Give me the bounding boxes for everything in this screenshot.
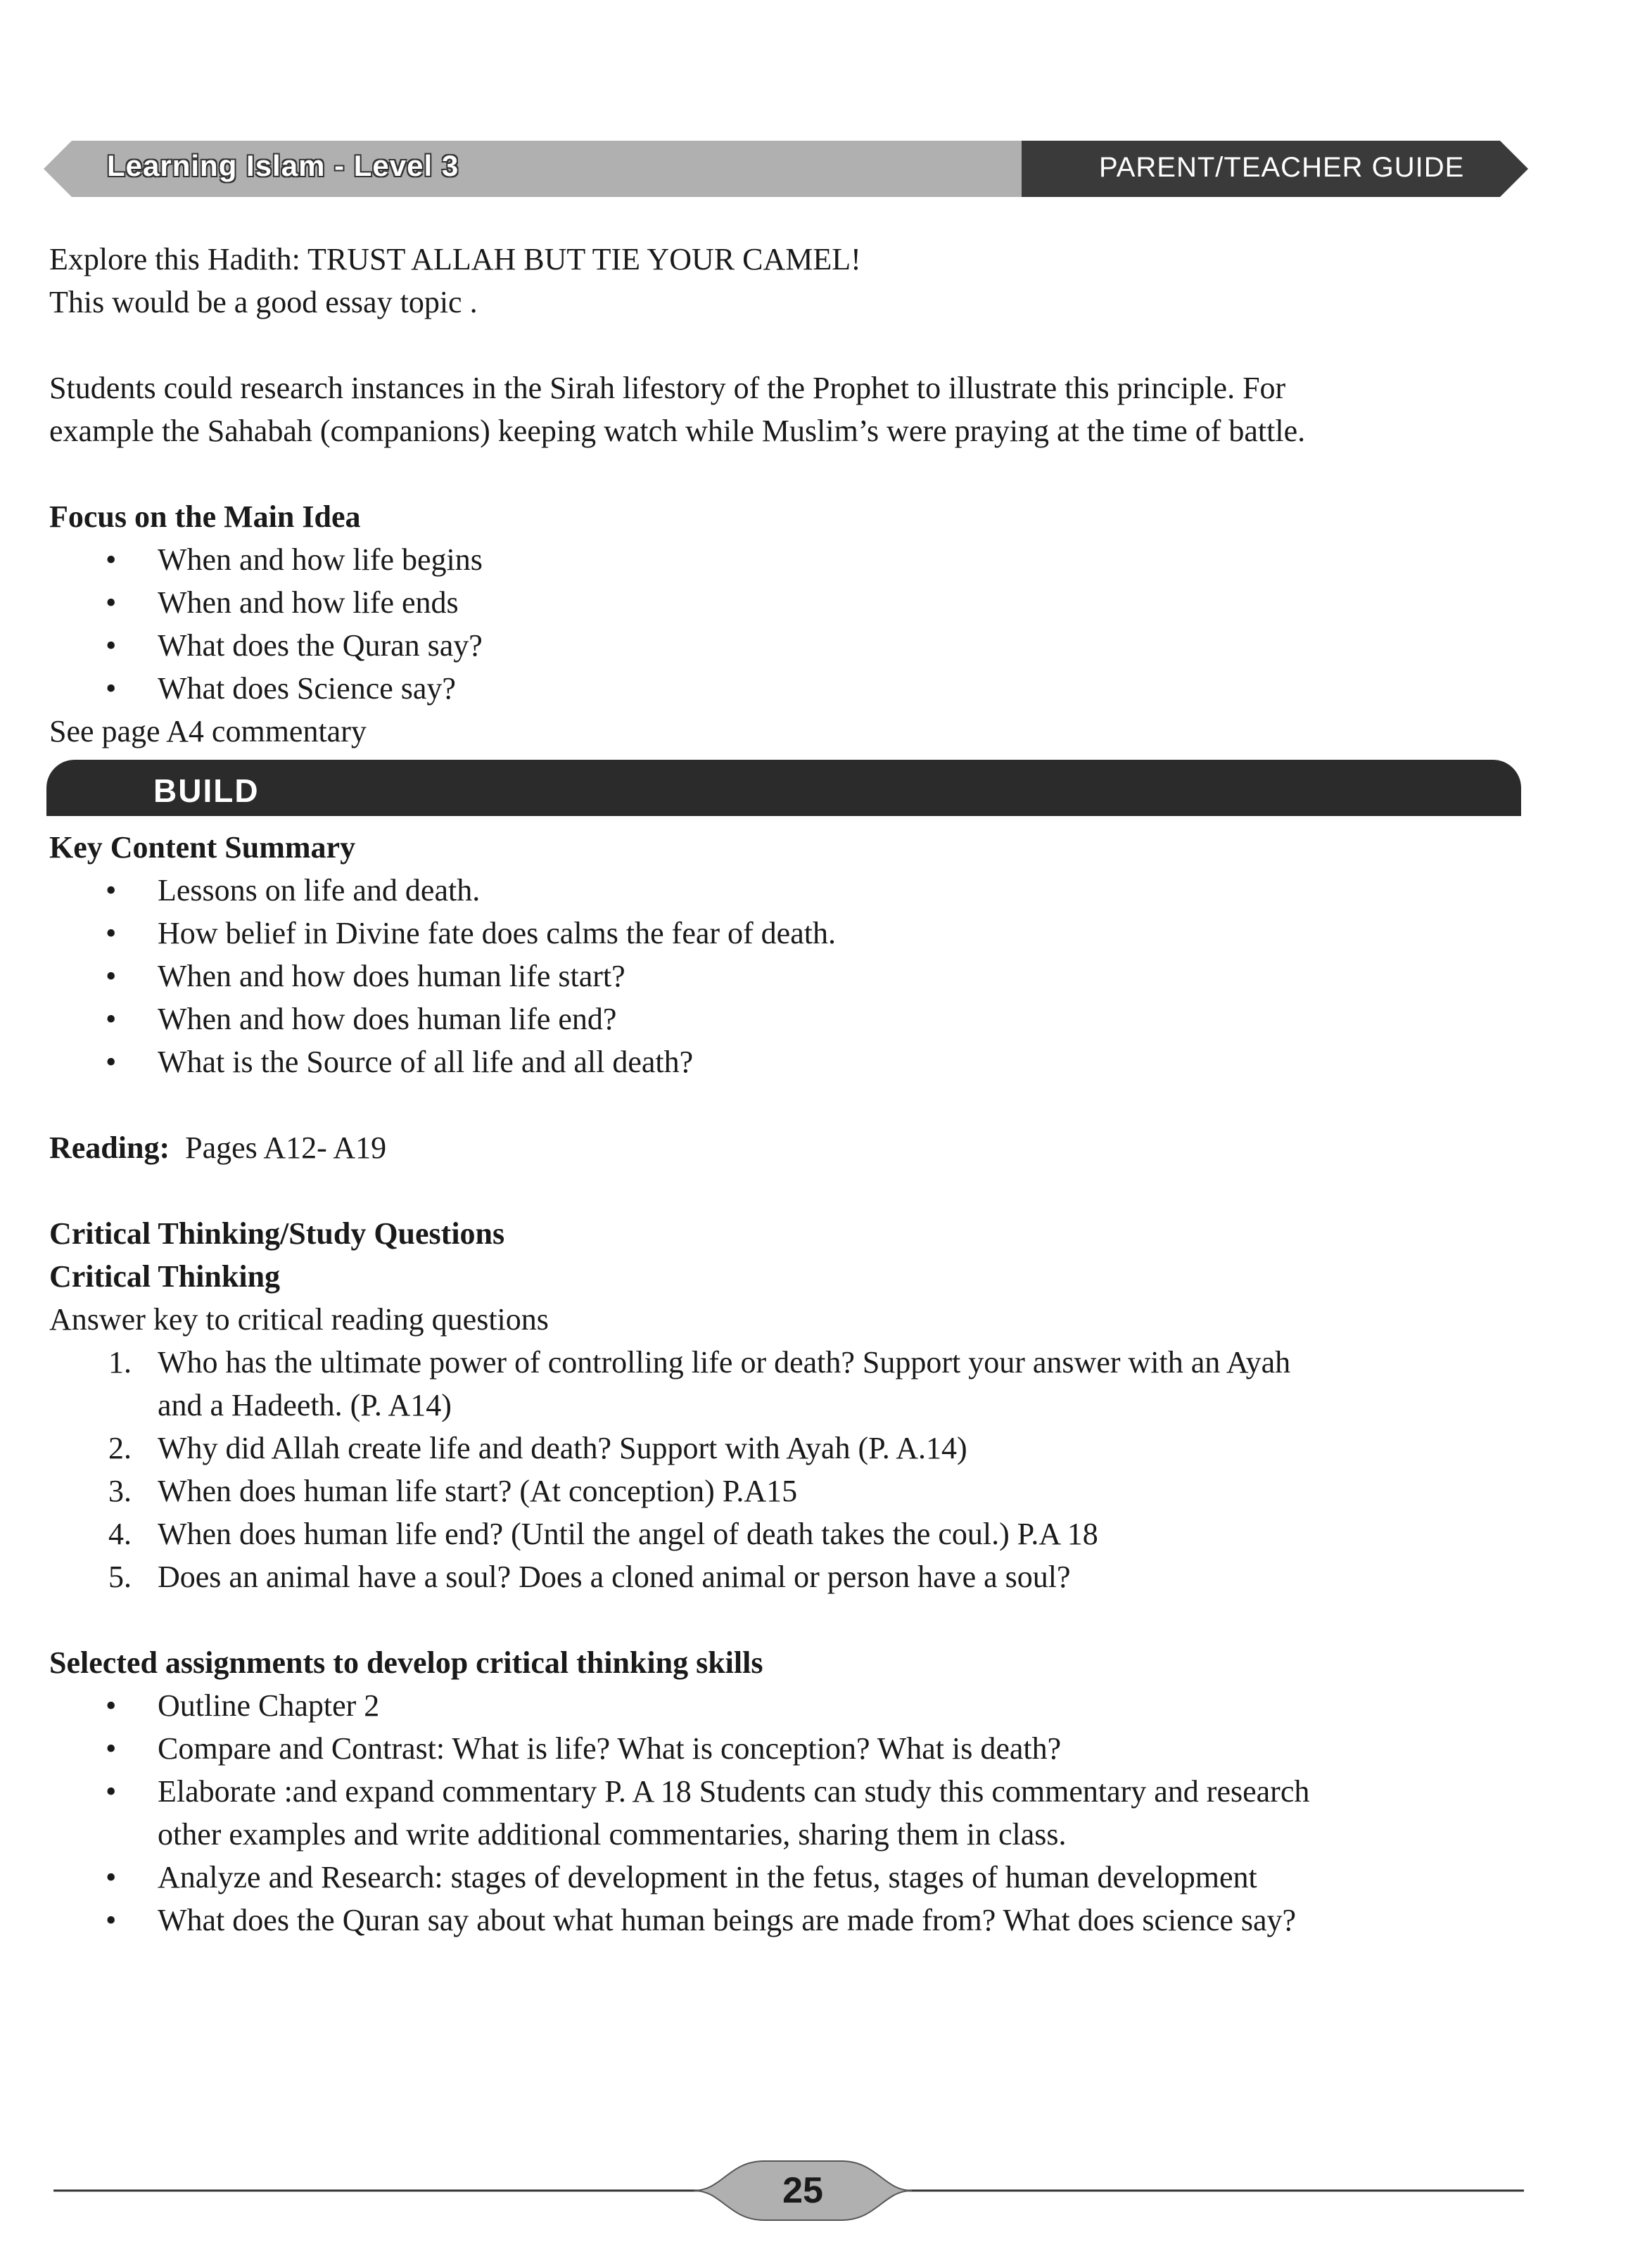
list-item: 4. When does human life end? (Until the angel of death takes the coul.) P.A 18	[108, 1517, 1098, 1551]
build-section-bar	[46, 760, 1521, 816]
key-content-list	[49, 869, 1527, 1083]
list-item: • What is the Source of all life and all death?	[49, 1040, 1527, 1083]
reading-label: Reading:	[49, 1130, 170, 1165]
list-item: 5. Does an animal have a soul? Does a cloned animal or person have a soul?	[108, 1560, 1071, 1594]
focus-heading: Focus on the Main Idea	[49, 499, 361, 534]
critical-thinking-study-heading: Critical Thinking/Study Questions	[49, 1216, 505, 1251]
header-book-title: Learning Islam - Level 3	[107, 149, 459, 182]
commentary-note: See page A4 commentary	[49, 714, 367, 748]
list-item: 1. Who has the ultimate power of controlling life or death? Support your answer with an Ayah and a Hadeeth. (P. A14)	[108, 1345, 1291, 1422]
page-header	[44, 141, 1528, 197]
assignments-list	[49, 1684, 1527, 1942]
hadith-line: Explore this Hadith: TRUST ALLAH BUT TIE YOUR CAMEL!	[49, 242, 861, 276]
answer-key-intro: Answer key to critical reading questions	[49, 1302, 549, 1337]
reading-line	[49, 1126, 1527, 1169]
list-item: • Outline Chapter 2	[49, 1684, 1527, 1727]
reading-pages: Pages A12- A19	[185, 1130, 387, 1165]
list-item: • When and how life ends	[49, 581, 1527, 624]
list-item: • When and how does human life start?	[49, 955, 1527, 998]
focus-list	[49, 538, 1527, 710]
list-item: • When and how does human life end?	[49, 998, 1527, 1040]
critical-thinking-heading: Critical Thinking	[49, 1259, 281, 1294]
key-content-heading: Key Content Summary	[49, 830, 356, 865]
list-item: • What does the Quran say?	[49, 624, 1527, 667]
list-item: 3. When does human life start? (At conception) P.A15	[108, 1474, 798, 1508]
sirah-paragraph-line-2: example the Sahabah (companions) keeping watch while Muslim’s were praying at the time of battle.	[49, 414, 1306, 448]
list-item: • Analyze and Research: stages of development in the fetus, stages of human development	[49, 1856, 1527, 1899]
sirah-paragraph-line-1: Students could research instances in the Sirah lifestory of the Prophet to illustrate this principle. For	[49, 371, 1286, 405]
list-item: • Lessons on life and death.	[49, 869, 1527, 912]
page-number: 25	[782, 2170, 823, 2211]
list-item: • Elaborate :and expand commentary P. A 18 Students can study this commentary and research other examples and write additional commentaries, sharing them in class.	[49, 1770, 1527, 1856]
critical-questions-list	[49, 1341, 1527, 1598]
list-item: 2. Why did Allah create life and death? Support with Ayah (P. A.14)	[108, 1431, 967, 1465]
page-footer	[53, 2154, 1524, 2224]
assignments-heading: Selected assignments to develop critical thinking skills	[49, 1645, 763, 1680]
list-item: • What does the Quran say about what human beings are made from? What does science say?	[49, 1899, 1527, 1942]
page-content	[49, 238, 1527, 1942]
list-item: • What does Science say?	[49, 667, 1527, 710]
list-item: • Compare and Contrast: What is life? What is conception? What is death?	[49, 1727, 1527, 1770]
header-guide-title: PARENT/TEACHER GUIDE	[1099, 152, 1465, 183]
list-item: • How belief in Divine fate does calms the fear of death.	[49, 912, 1527, 955]
list-item: • When and how life begins	[49, 538, 1527, 581]
build-label: BUILD	[153, 772, 260, 809]
essay-topic-line: This would be a good essay topic .	[49, 285, 478, 319]
